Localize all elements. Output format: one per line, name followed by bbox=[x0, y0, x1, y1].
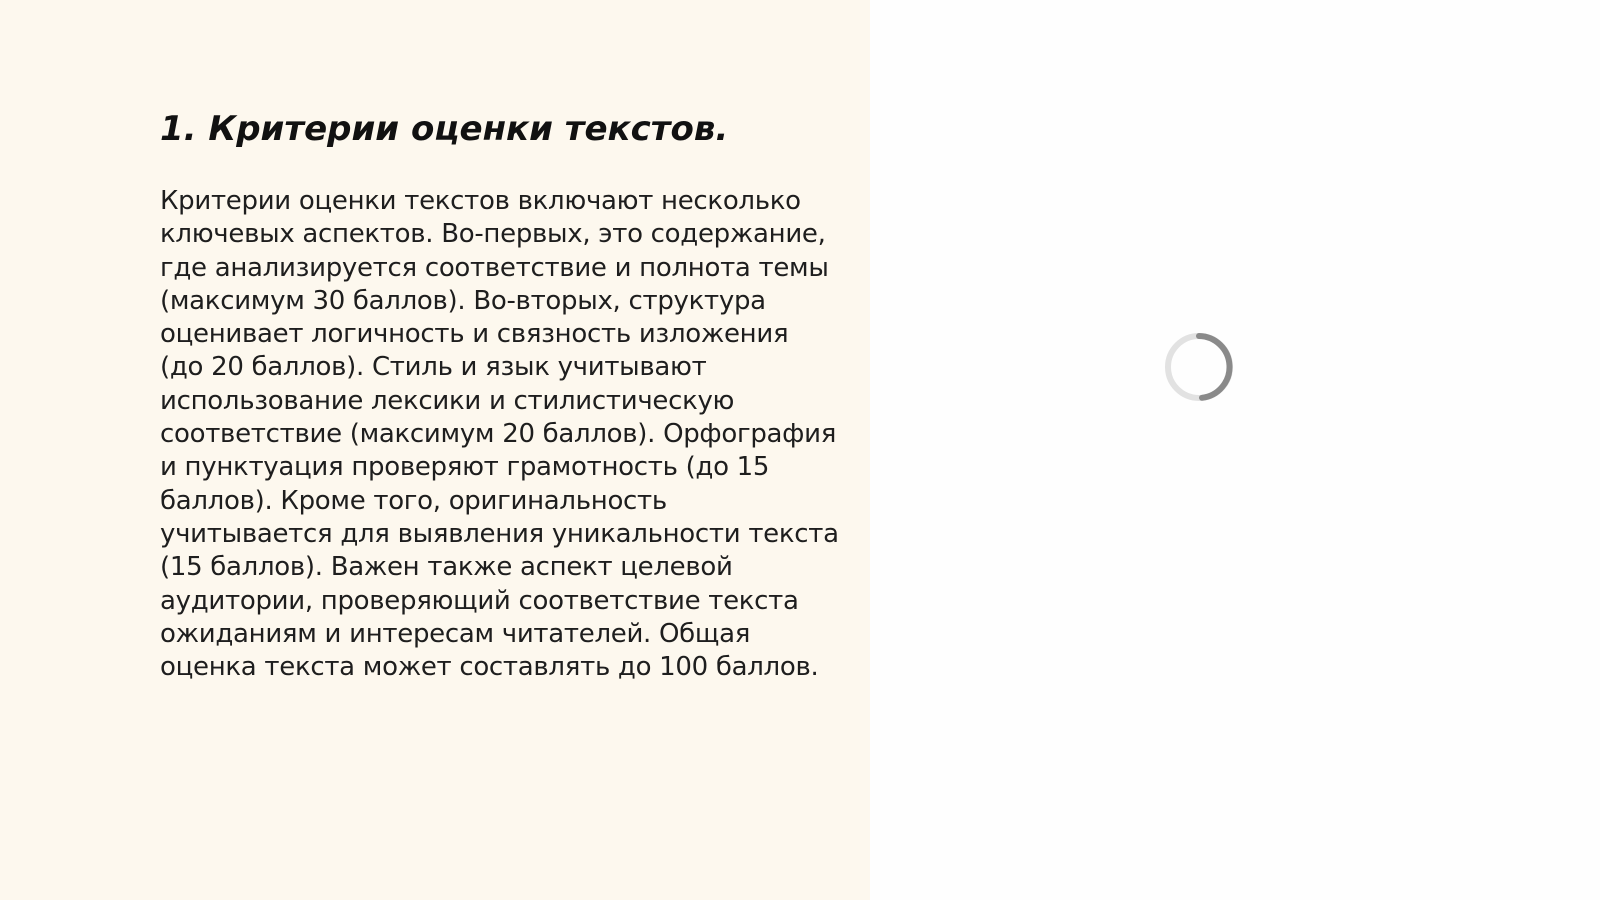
body-line: ожиданиям и интересам читателей. Общая bbox=[160, 618, 751, 649]
body-line: (15 баллов). Важен также аспект целевой bbox=[160, 552, 733, 583]
body-line: оценивает логичность и связность изложения bbox=[160, 319, 789, 350]
body-line: (максимум 30 баллов). Во-вторых, структура bbox=[160, 285, 766, 316]
body-line: Критерии оценки текстов включают несколько bbox=[160, 186, 801, 216]
body-line: баллов). Кроме того, оригинальность bbox=[160, 485, 667, 516]
slide-body bbox=[160, 185, 850, 684]
body-line: использование лексики и стилистическую bbox=[160, 385, 735, 416]
slide-title: 1. Критерии оценки текстов. bbox=[160, 109, 729, 149]
body-line: аудитории, проверяющий соответствие текста bbox=[160, 585, 799, 616]
loading-spinner-icon bbox=[1164, 332, 1234, 402]
body-line: где анализируется соответствие и полнота темы bbox=[160, 252, 829, 283]
image-panel bbox=[870, 0, 1600, 900]
body-line: ключевых аспектов. Во-первых, это содержание, bbox=[160, 219, 826, 250]
body-line: соответствие (максимум 20 баллов). Орфография bbox=[160, 419, 837, 450]
body-line: учитывается для выявления уникальности текста bbox=[160, 518, 839, 549]
body-line: и пунктуация проверяют грамотность (до 15 bbox=[160, 452, 770, 483]
body-line: оценка текста может составлять до 100 баллов. bbox=[160, 652, 819, 683]
body-line: (до 20 баллов). Стиль и язык учитывают bbox=[160, 352, 707, 383]
